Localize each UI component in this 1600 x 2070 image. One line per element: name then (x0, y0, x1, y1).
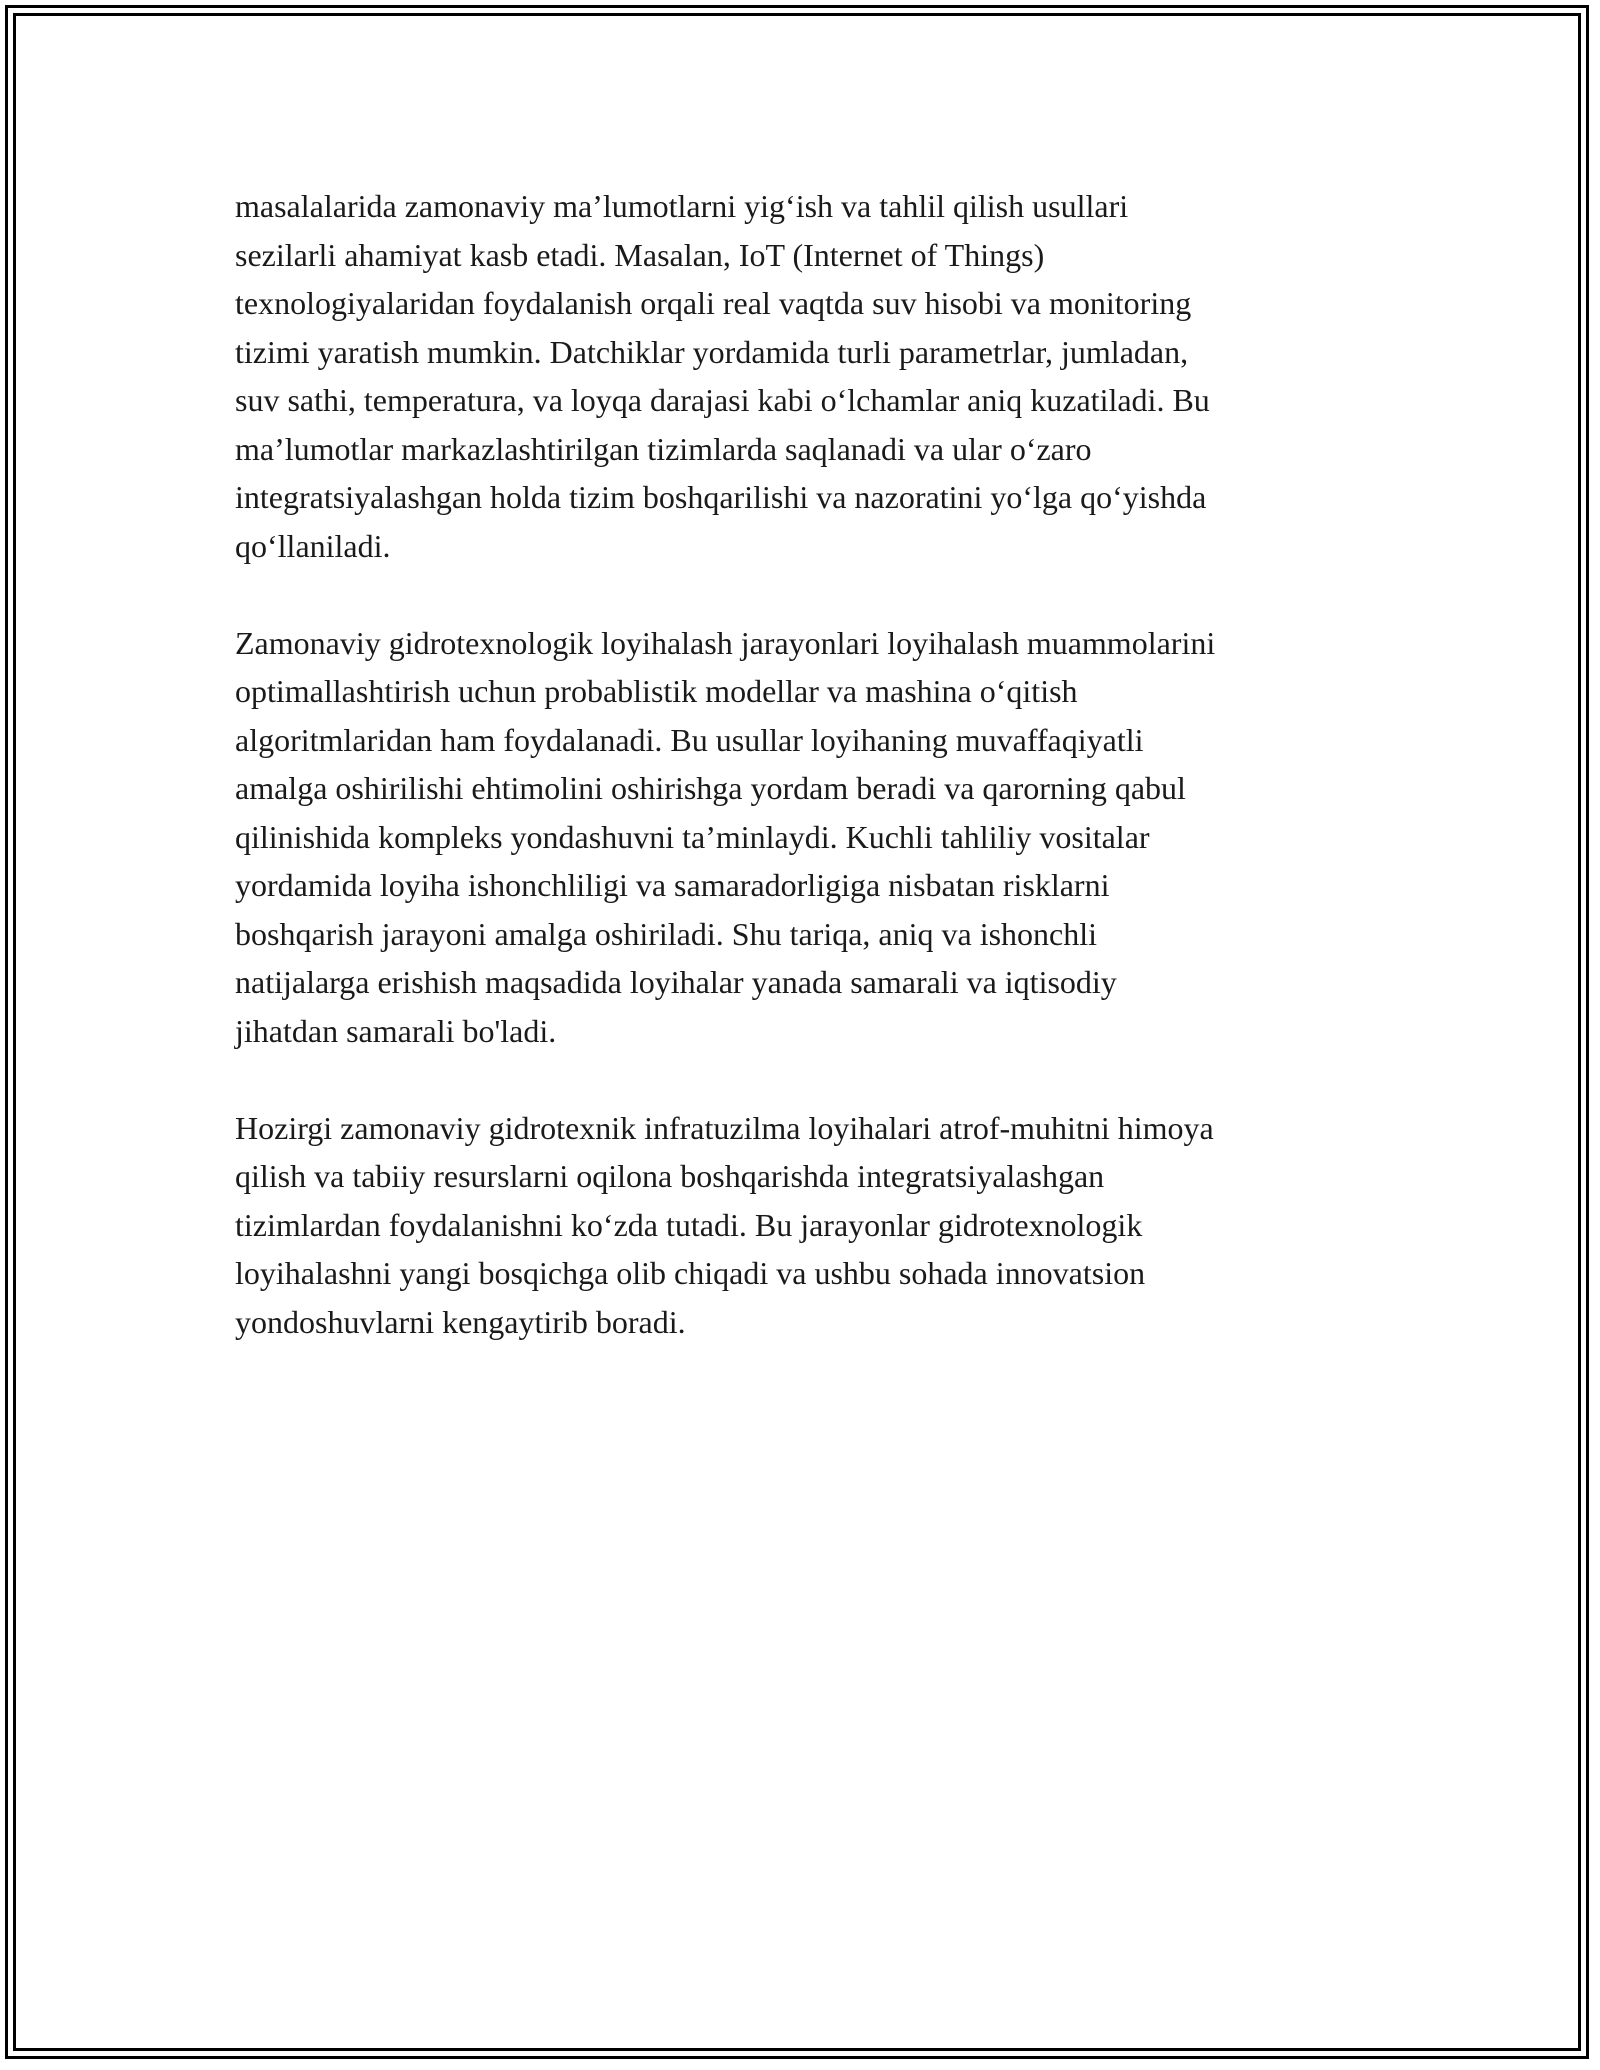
paragraph-3 (235, 1104, 1375, 1347)
text-line: qilinishida kompleks yondashuvni ta’minlaydi. Kuchli tahliliy vositalar (235, 818, 1150, 855)
text-line: jihatdan samarali bo'ladi. (235, 1012, 557, 1049)
text-line: yordamida loyiha ishonchliligi va samaradorligiga nisbatan risklarni (235, 867, 1110, 903)
paragraph-1 (235, 182, 1375, 570)
text-line: yondoshuvlarni kengaytirib boradi. (235, 1303, 686, 1340)
text-line: natijalarga erishish maqsadida loyihalar yanada samarali va iqtisodiy (235, 964, 1117, 1000)
text-line: ma’lumotlar markazlashtirilgan tizimlarda saqlanadi va ular o‘zaro (235, 430, 1092, 467)
paragraph-2 (235, 619, 1375, 1056)
text-line: qo‘llaniladi. (235, 527, 391, 564)
text-line: algoritmlaridan ham foydalanadi. Bu usullar loyihaning muvaffaqiyatli (235, 721, 1144, 758)
text-line: amalga oshirilishi ehtimolini oshirishga yordam beradi va qarorning qabul (235, 770, 1186, 806)
text-line: tizimi yaratish mumkin. Datchiklar yordamida turli parametrlar, jumladan, (235, 333, 1189, 370)
text-line: boshqarish jarayoni amalga oshiriladi. Shu tariqa, aniq va ishonchli (235, 915, 1098, 952)
text-line: qilish va tabiiy resurslarni oqilona boshqarishda integratsiyalashgan (235, 1158, 1105, 1194)
text-line: sezilarli ahamiyat kasb etadi. Masalan, IoT (Internet of Things) (235, 236, 1045, 273)
text-line: suv sathi, temperatura, va loyqa darajasi kabi o‘lchamlar aniq kuzatiladi. Bu (235, 382, 1210, 418)
document-body (235, 182, 1375, 1395)
text-line: tizimlardan foydalanishni ko‘zda tutadi. Bu jarayonlar gidrotexnologik (235, 1206, 1143, 1243)
text-line: Hozirgi zamonaviy gidrotexnik infratuzilma loyihalari atrof-muhitni himoya (235, 1109, 1214, 1146)
text-line: Zamonaviy gidrotexnologik loyihalash jarayonlari loyihalash muammolarini (235, 624, 1216, 661)
text-line: integratsiyalashgan holda tizim boshqarilishi va nazoratini yo‘lga qo‘yishda (235, 479, 1207, 515)
text-line: optimallashtirish uchun probablistik modellar va mashina o‘qitish (235, 673, 1078, 709)
text-line: texnologiyalaridan foydalanish orqali real vaqtda suv hisobi va monitoring (235, 285, 1192, 321)
text-line: loyihalashni yangi bosqichga olib chiqadi va ushbu sohada innovatsion (235, 1255, 1146, 1291)
text-line: masalalarida zamonaviy ma’lumotlarni yig‘ish va tahlil qilish usullari (235, 188, 1129, 224)
